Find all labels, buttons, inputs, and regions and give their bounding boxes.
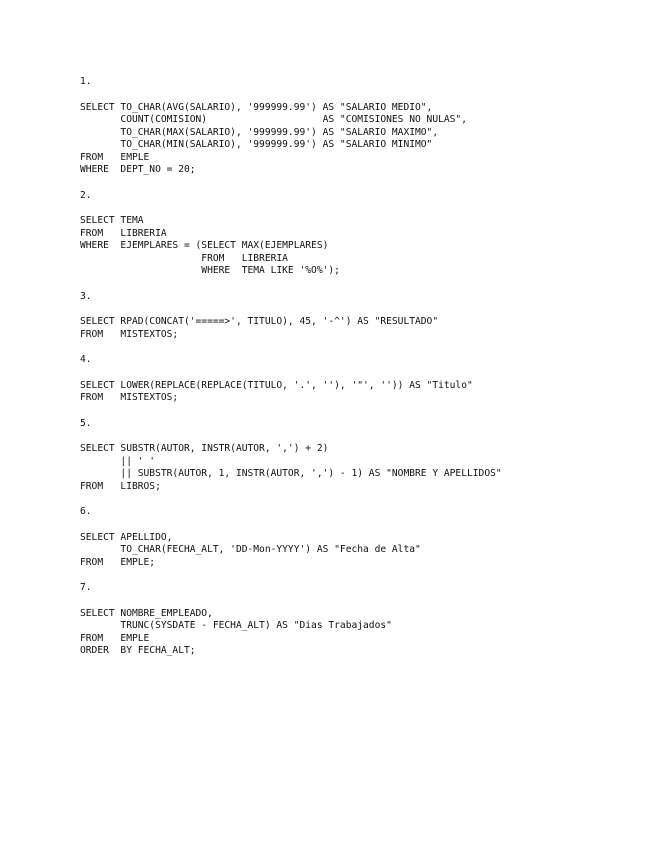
sql-code-block: SELECT SUBSTR(AUTOR, INSTR(AUTOR, ',') + 2) || ' ' || SUBSTR(AUTOR, 1, INSTR(AUTOR, ',') - 1) AS "NOMBRE Y APELLIDOS" FROM LIBROS;: [80, 443, 502, 492]
section-number: 7.: [80, 582, 92, 593]
sql-code-block: SELECT APELLIDO, TO_CHAR(FECHA_ALT, 'DD-Mon-YYYY') AS "Fecha de Alta" FROM EMPLE;: [80, 531, 421, 568]
section-number: 4.: [80, 354, 92, 365]
section-number: 2.: [80, 189, 92, 201]
sql-code-block: SELECT RPAD(CONCAT('=====>', TITULO), 45, '-^') AS "RESULTADO" FROM MISTEXTOS;: [80, 316, 439, 340]
sql-code-block: SELECT LOWER(REPLACE(REPLACE(TITULO, '.', ''), '"', '')) AS "Titulo" FROM MISTEXTOS;: [80, 379, 473, 403]
section-number: 6.: [80, 506, 92, 517]
exercise-section: [80, 418, 640, 494]
exercise-section: [80, 291, 640, 342]
exercise-section: [80, 190, 640, 278]
section-number: 1.: [80, 76, 92, 87]
section-number: 3.: [80, 290, 92, 302]
sql-code-block: SELECT TO_CHAR(AVG(SALARIO), '999999.99') AS "SALARIO MEDIO", COUNT(COMISION) AS "COMISIONES NO NULAS", TO_CHAR(MAX(SALARIO), '999999.99') AS "SALARIO MAXIMO", TO_CHAR(MIN(SALARIO), '999999.99') AS "SALARIO MINIMO" FROM EMPLE WHERE DEPT_NO = 20;: [80, 101, 467, 175]
exercise-section: [80, 582, 640, 658]
exercise-section: [80, 506, 640, 569]
sql-code-block: SELECT TEMA FROM LIBRERIA WHERE EJEMPLARES = (SELECT MAX(EJEMPLARES) FROM LIBRERIA WHERE TEMA LIKE '%O%');: [80, 215, 340, 276]
section-number: 5.: [80, 417, 92, 429]
document-content: [80, 76, 640, 671]
exercise-section: [80, 354, 640, 405]
sql-code-block: SELECT NOMBRE_EMPLEADO, TRUNC(SYSDATE - FECHA_ALT) AS "Dias Trabajados" FROM EMPLE ORDER BY FECHA_ALT;: [80, 607, 392, 656]
exercise-section: [80, 76, 640, 177]
